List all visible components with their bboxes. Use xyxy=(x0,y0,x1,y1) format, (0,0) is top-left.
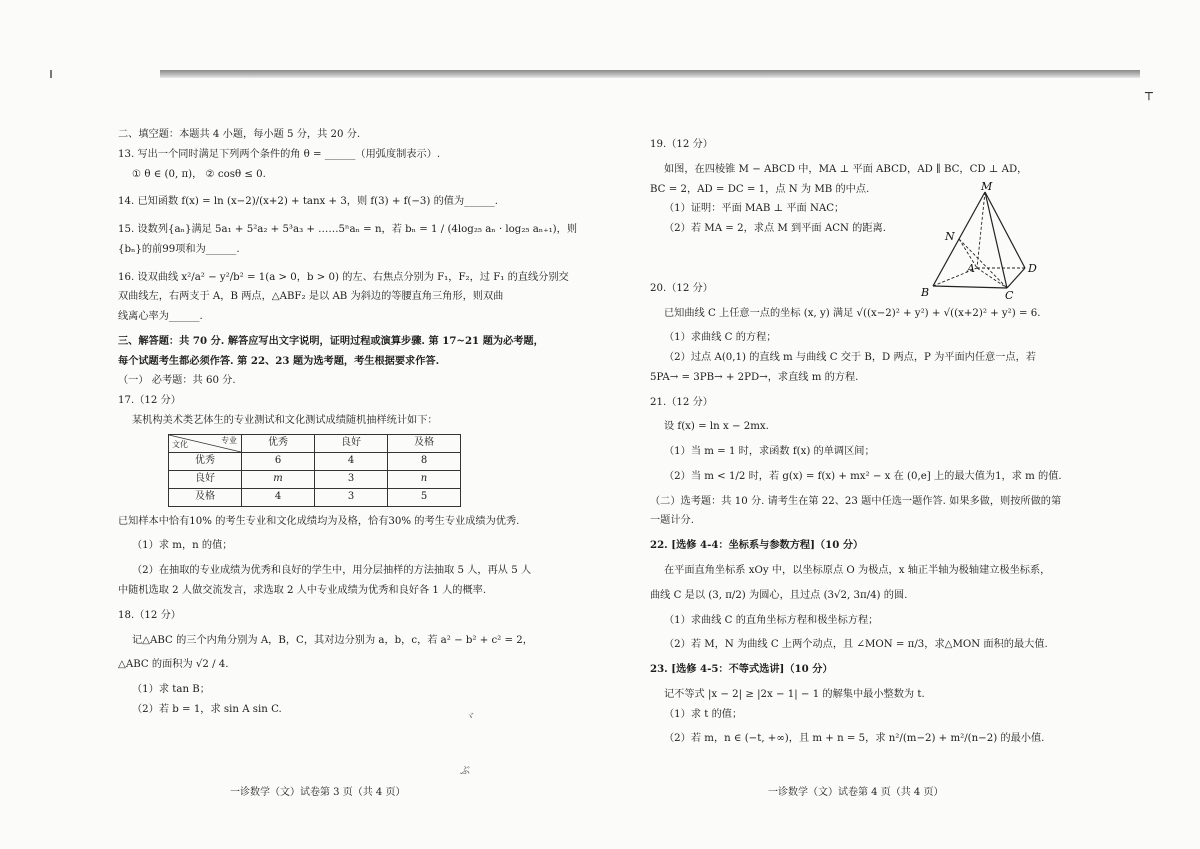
score-table-header: 优秀 xyxy=(242,434,315,452)
question-19-part2: （2）若 MA = 2，求点 M 到平面 ACN 的距离. xyxy=(664,223,886,235)
scan-edge-mark xyxy=(50,70,52,78)
edge-MD xyxy=(985,192,1025,268)
question-13-conditions: ① θ ∈ (0, π)， ② cosθ ≤ 0. xyxy=(132,168,266,180)
score-table-corner xyxy=(169,434,242,452)
score-table-header: 良好 xyxy=(315,434,388,452)
table-cell: 3 xyxy=(315,470,388,488)
section-3-heading-line1: 三、解答题：共 70 分. 解答应写出文字说明，证明过程或演算步骤. 第 17~21 题为必考题， xyxy=(118,334,544,347)
label-C: C xyxy=(1005,289,1014,300)
edge-MC xyxy=(985,192,1007,288)
corner-label-major: 专业 xyxy=(221,435,237,445)
question-23-part2: （2）若 m，n ∈ (−t, +∞)，且 m + n = 5，求 n²/(m−2) + m²/(n−2) 的最小值. xyxy=(664,733,1045,745)
question-19-heading: 19.（12 分） xyxy=(650,139,713,150)
label-D: D xyxy=(1028,262,1037,275)
optional-section-line1: （二）选考题：共 10 分. 请考生在第 22、23 题中任选一题作答. 如果多做，则按所做的第 xyxy=(650,495,1062,507)
question-14: 14. 已知函数 f(x) = ln (x−2)/(x+2) + tanx + 3，则 f(3) + f(−3) 的值为______. xyxy=(118,196,498,208)
label-B: B xyxy=(921,286,930,299)
score-table xyxy=(168,434,461,507)
question-22-line2: 曲线 C 是以 (3, π/2) 为圆心，且过点 (3√2, 3π/4) 的圆. xyxy=(650,589,908,601)
question-18-part2: （2）若 b = 1，求 sin A sin C. xyxy=(132,703,282,715)
table-cell: n xyxy=(388,470,461,488)
scan-stray-mark: ヾ xyxy=(465,712,475,723)
page-4-footer: 一诊数学（文）试卷第 4 页（共 4 页） xyxy=(768,787,944,798)
question-18-heading: 18.（12 分） xyxy=(118,609,181,621)
question-21-heading: 21.（12 分） xyxy=(650,396,713,408)
page-3-column xyxy=(118,128,578,728)
scan-stray-mark: ぶ xyxy=(460,766,470,777)
table-cell: 4 xyxy=(315,452,388,470)
question-23-heading: 23. [选修 4-5：不等式选讲]（10 分） xyxy=(650,663,833,676)
page-3-footer: 一诊数学（文）试卷第 3 页（共 4 页） xyxy=(230,787,406,798)
label-A: A xyxy=(967,262,975,275)
scan-top-shadow xyxy=(160,70,1140,78)
question-16-line3: 线离心率为______. xyxy=(118,311,203,323)
label-N: N xyxy=(945,230,955,243)
corner-mark: ┬ xyxy=(1145,86,1153,101)
question-19-line1: 如图，在四棱锥 M − ABCD 中，MA ⊥ 平面 ABCD，AD ∥ BC，CD ⊥ AD， xyxy=(664,163,1028,175)
question-22-part2: （2）若 M，N 为曲线 C 上两个动点，且 ∠MON = π/3，求△MON 面积的最大值. xyxy=(664,639,1048,651)
corner-label-culture: 文化 xyxy=(172,439,188,449)
edge-CD xyxy=(1007,268,1025,288)
question-13: 13. 写出一个同时满足下列两个条件的角 θ = ______（用弧度制表示）. xyxy=(118,148,441,160)
question-17-heading: 17.（12 分） xyxy=(118,395,181,407)
required-questions-heading: （一） 必考题：共 60 分. xyxy=(118,375,236,387)
question-15-line2: {bₙ}的前99项和为______. xyxy=(118,243,240,255)
question-17-part2-line2: 中随机选取 2 人做交流发言，求选取 2 人中专业成绩为优秀和良好各 1 人的概率. xyxy=(118,585,487,597)
score-table-header-row xyxy=(169,434,461,452)
question-22-part1: （1）求曲线 C 的直角坐标方程和极坐标方程； xyxy=(664,614,879,626)
question-19-line2: BC = 2，AD = DC = 1，点 N 为 MB 的中点. xyxy=(650,183,870,195)
question-20-part2-line2: 5PA→ = 3PB→ + 2PD→，求直线 m 的方程. xyxy=(650,371,859,383)
question-23-line1: 记不等式 |x − 2| ≥ |2x − 1| − 1 的解集中最小整数为 t. xyxy=(664,688,925,700)
table-cell: 4 xyxy=(242,488,315,506)
question-18-line2: △ABC 的面积为 √2 / 4. xyxy=(118,659,229,671)
question-16-line2: 双曲线左，右两支于 A，B 两点，△ABF₂ 是以 AB 为斜边的等腰直角三角形，则双曲 xyxy=(118,291,504,303)
label-M: M xyxy=(981,180,993,193)
question-21-part2: （2）当 m < 1/2 时，若 g(x) = f(x) + mx² − x 在 (0,e] 上的最大值为1，求 m 的值. xyxy=(664,470,1062,482)
table-row xyxy=(169,470,461,488)
score-table-header: 及格 xyxy=(388,434,461,452)
question-21-line1: 设 f(x) = ln x − 2mx. xyxy=(664,421,769,433)
pyramid-figure xyxy=(915,180,1045,300)
question-18-line1: 记△ABC 的三个内角分别为 A，B，C，其对边分别为 a，b，c，若 a² − b² + c² = 2， xyxy=(132,634,533,646)
question-23-part1: （1）求 t 的值； xyxy=(664,708,743,720)
question-21-part1: （1）当 m = 1 时，求函数 f(x) 的单调区间； xyxy=(664,446,875,458)
table-cell: 8 xyxy=(388,452,461,470)
table-cell: 5 xyxy=(388,488,461,506)
table-cell: 良好 xyxy=(169,470,242,488)
table-cell: 优秀 xyxy=(169,452,242,470)
table-cell: 及格 xyxy=(169,488,242,506)
question-19-part1: （1）证明：平面 MAB ⊥ 平面 NAC； xyxy=(664,203,845,215)
question-17-part1: （1）求 m，n 的值； xyxy=(132,540,233,552)
table-cell: 3 xyxy=(315,488,388,506)
table-row xyxy=(169,452,461,470)
question-22-line1: 在平面直角坐标系 xOy 中，以坐标原点 O 为极点，x 轴正半轴为极轴建立极坐标系， xyxy=(664,565,1051,577)
edge-BC xyxy=(933,286,1007,288)
question-16-line1: 16. 设双曲线 x²/a² − y²/b² = 1(a > 0，b > 0) 的左、右焦点分别为 F₁，F₂，过 F₁ 的直线分别交 xyxy=(118,271,569,283)
question-17-part2-line1: （2）在抽取的专业成绩为优秀和良好的学生中，用分层抽样的方法抽取 5 人，再从 5 人 xyxy=(132,565,532,577)
table-cell: m xyxy=(242,470,315,488)
optional-section-line2: 一题计分. xyxy=(650,515,694,527)
table-row xyxy=(169,488,461,506)
table-cell: 6 xyxy=(242,452,315,470)
question-20-line1: 已知曲线 C 上任意一点的坐标 (x, y) 满足 √((x−2)² + y²) + √((x+2)² + y²) = 6. xyxy=(664,307,1041,319)
question-17-condition: 已知样本中恰有10% 的考生专业和文化成绩均为及格，恰有30% 的考生专业成绩为优秀. xyxy=(118,515,520,527)
question-20-heading: 20.（12 分） xyxy=(650,282,713,294)
section-2-heading: 二、填空题：本题共 4 小题，每小题 5 分，共 20 分. xyxy=(118,129,361,140)
question-22-heading: 22. [选修 4-4：坐标系与参数方程]（10 分） xyxy=(650,539,864,552)
question-15-line1: 15. 设数列{aₙ}满足 5a₁ + 5²a₂ + 5³a₃ + ……5ⁿaₙ = n，若 bₙ = 1 / (4log₂₅ aₙ · log₂₅ aₙ₊₁)，则 xyxy=(118,224,578,236)
question-17-intro: 某机构美术类艺体生的专业测试和文化测试成绩随机抽样统计如下： xyxy=(132,414,438,426)
question-20-part2-line1: （2）过点 A(0,1) 的直线 m 与曲线 C 交于 B，D 两点，P 为平面内任意一点，若 xyxy=(664,352,1036,364)
question-18-part1: （1）求 tan B； xyxy=(132,684,210,696)
question-20-part1: （1）求曲线 C 的方程； xyxy=(664,332,777,344)
section-3-heading-line2: 每个试题考生都必须作答. 第 22、23 题为选考题，考生根据要求作答. xyxy=(118,354,440,367)
